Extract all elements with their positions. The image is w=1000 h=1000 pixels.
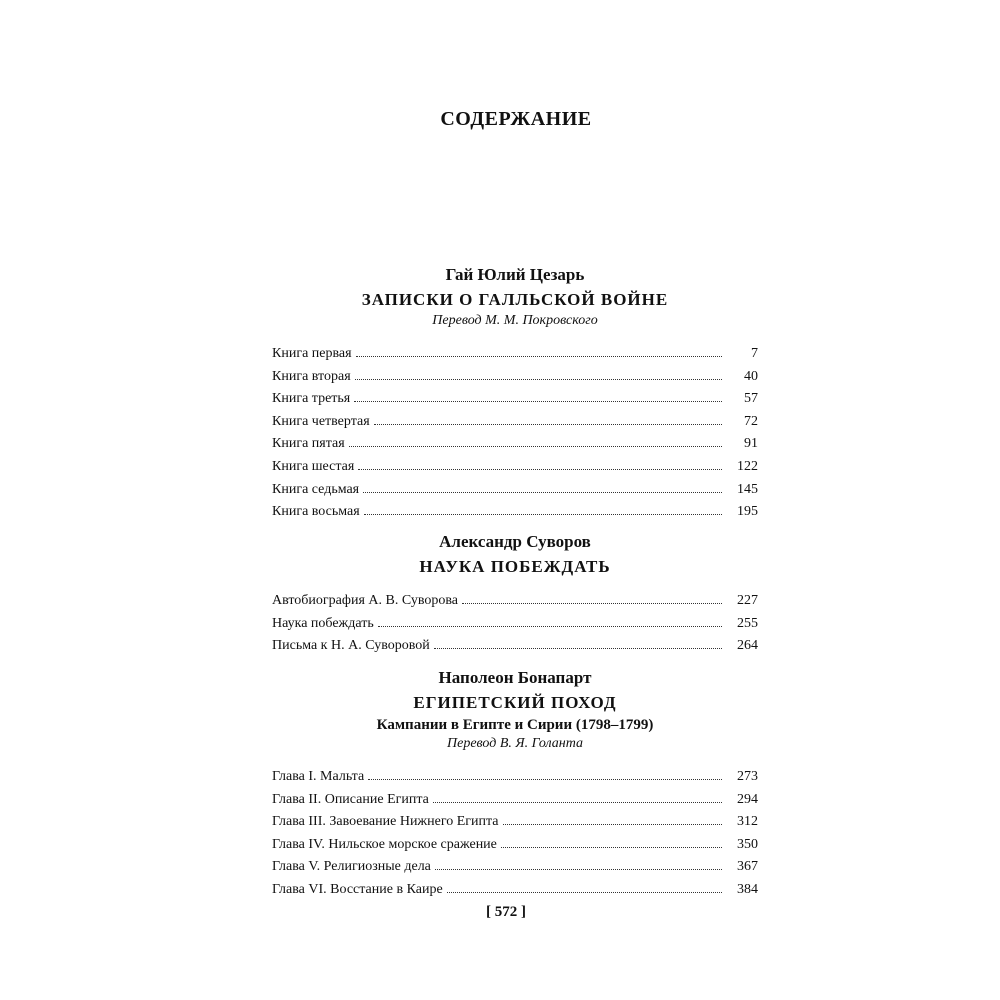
toc-entry-page: 195: [737, 504, 758, 520]
toc-entry-label: Глава III. Завоевание Нижнего Египта: [272, 814, 499, 830]
toc-entry-page: 91: [744, 436, 758, 452]
toc-entry-label: Глава VI. Восстание в Каире: [272, 881, 443, 897]
toc-entry-label: Книга первая: [272, 346, 352, 361]
section-translator: Перевод М. М. Покровского: [432, 313, 598, 328]
dot-leader: [358, 469, 722, 470]
toc-entry[interactable]: [272, 391, 758, 414]
toc-entry[interactable]: [272, 882, 758, 905]
section-suvorov: [272, 529, 758, 661]
dot-leader: [356, 356, 722, 357]
section-napoleon: [272, 665, 758, 905]
toc-entry-page: 255: [737, 615, 758, 631]
toc-entry[interactable]: [272, 369, 758, 392]
toc-entry-page: 264: [737, 638, 758, 654]
toc-entry[interactable]: [272, 792, 758, 815]
toc-entry-page: 227: [737, 593, 758, 608]
toc-entry[interactable]: [272, 436, 758, 459]
toc-list: [272, 769, 758, 905]
toc-entry-label: Книга восьмая: [272, 504, 360, 520]
page-title: СОДЕРЖАНИЕ: [440, 108, 592, 130]
toc-entry-label: Письма к Н. А. Суворовой: [272, 638, 430, 654]
toc-entry-label: Книга пятая: [272, 436, 345, 452]
toc-entry-page: 350: [737, 836, 758, 852]
dot-leader: [447, 892, 722, 893]
toc-entry-label: Глава IV. Нильское морское сражение: [272, 836, 497, 852]
dot-leader: [433, 802, 722, 803]
toc-entry-page: 294: [737, 791, 758, 807]
toc-entry-label: Книга третья: [272, 391, 351, 407]
toc-entry-page: 312: [737, 814, 758, 830]
dot-leader: [374, 424, 722, 425]
dot-leader: [462, 603, 722, 604]
section-author: Гай Юлий Цезарь: [445, 265, 585, 284]
dot-leader: [435, 869, 722, 870]
toc-entry-page: 367: [737, 859, 758, 875]
toc-entry-label: Глава V. Религиозные дела: [272, 859, 431, 875]
toc-entry-page: 273: [737, 769, 758, 784]
toc-entry[interactable]: [272, 638, 758, 661]
toc-entry[interactable]: [272, 814, 758, 837]
section-work-title: ЕГИПЕТСКИЙ ПОХОД: [413, 693, 617, 712]
toc-entry-page: 122: [737, 458, 758, 474]
toc-entry-label: Глава I. Мальта: [272, 769, 365, 784]
toc-entry-page: 145: [737, 481, 758, 497]
toc-entry-page: 72: [744, 413, 758, 429]
section-author: Александр Суворов: [439, 532, 591, 551]
toc-entry[interactable]: [272, 593, 758, 616]
dot-leader: [368, 779, 722, 780]
toc-entry-page: 40: [744, 368, 758, 384]
toc-entry-label: Автобиография А. В. Суворова: [272, 593, 458, 608]
section-author: Наполеон Бонапарт: [438, 668, 592, 687]
section-work-title: НАУКА ПОБЕЖДАТЬ: [419, 557, 611, 576]
toc-entry-label: Книга шестая: [272, 458, 355, 474]
dot-leader: [503, 824, 723, 825]
toc-entry[interactable]: [272, 769, 758, 792]
toc-entry[interactable]: [272, 859, 758, 882]
toc-entry[interactable]: [272, 837, 758, 860]
dot-leader: [363, 492, 722, 493]
toc-entry[interactable]: [272, 616, 758, 639]
toc-entry[interactable]: [272, 504, 758, 527]
dot-leader: [378, 626, 722, 627]
dot-leader: [501, 847, 722, 848]
section-translator: Перевод В. Я. Голанта: [447, 736, 583, 751]
toc-entry-label: Книга седьмая: [272, 481, 360, 497]
toc-entry-label: Книга четвертая: [272, 413, 370, 429]
section-subtitle: Кампании в Египте и Сирии (1798–1799): [376, 717, 654, 733]
dot-leader: [354, 401, 722, 402]
dot-leader: [349, 446, 722, 447]
toc-entry[interactable]: [272, 482, 758, 505]
section-work-title: ЗАПИСКИ О ГАЛЛЬСКОЙ ВОЙНЕ: [361, 290, 669, 309]
toc-entry-label: Глава II. Описание Египта: [272, 791, 429, 807]
toc-entry-page: 384: [737, 881, 758, 897]
toc-entry-label: Наука побеждать: [272, 615, 374, 631]
dot-leader: [364, 514, 722, 515]
dot-leader: [355, 379, 722, 380]
toc-entry[interactable]: [272, 459, 758, 482]
toc-entry[interactable]: [272, 414, 758, 437]
dot-leader: [434, 648, 722, 649]
toc-entry[interactable]: [272, 346, 758, 369]
toc-entry-page: 57: [744, 391, 758, 407]
toc-list: [272, 346, 758, 527]
toc-entry-page: 7: [751, 346, 758, 361]
page-number: [ 572 ]: [486, 904, 526, 920]
toc-list: [272, 593, 758, 661]
toc-entry-label: Книга вторая: [272, 368, 351, 384]
section-caesar: [272, 262, 758, 527]
